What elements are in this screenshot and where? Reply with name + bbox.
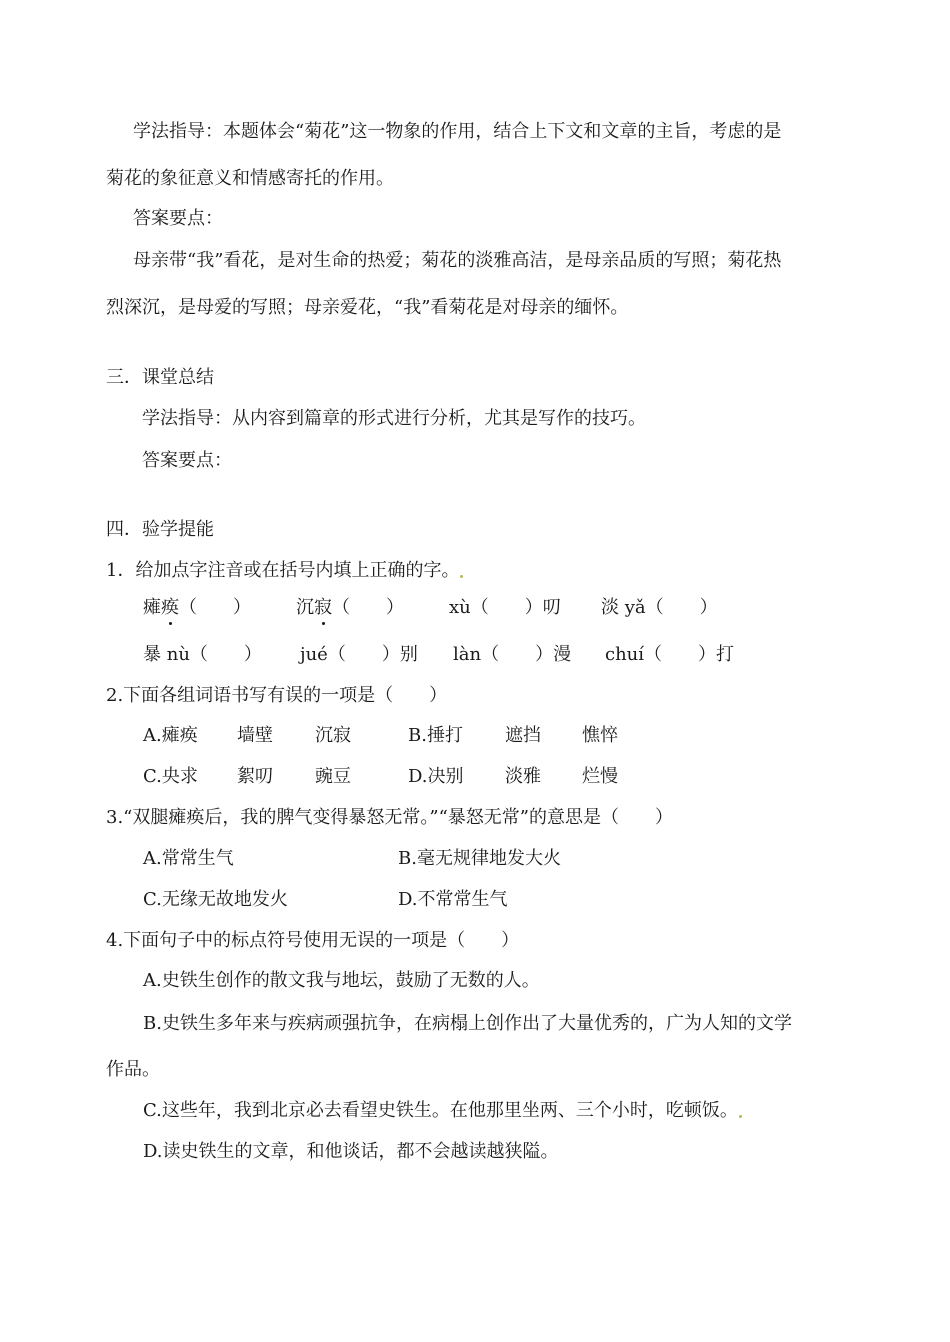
q2-word: 烂慢 [582, 766, 618, 787]
q1-row2 [0, 643, 950, 667]
answer-label: 答案要点： [133, 208, 223, 229]
q2-word: 遮挡 [505, 725, 541, 746]
q1-item-2: 沉寂（ ） [296, 597, 404, 618]
green-mark [460, 575, 463, 578]
q2-row1 [0, 724, 950, 748]
q2-option-d: D.决别 [408, 766, 464, 787]
q2-word: 豌豆 [315, 766, 351, 787]
answer-text-line2-main: 烈深沉，是母爱的写照；母亲爱花，“我”看菊花是对母亲的缅 [106, 297, 593, 318]
q2-option-b: B.捶打 [408, 725, 463, 746]
q1-item-6: jué（ ）别 [300, 644, 418, 665]
q1-item-5: 暴 nù（ ） [143, 644, 262, 665]
green-mark [739, 1115, 742, 1118]
q4-stem: 4.下面句子中的标点符号使用无误的一项是（ ） [106, 930, 520, 951]
q2-stem: 2.下面各组词语书写有误的一项是（ ） [106, 685, 448, 706]
q4-option-b-line2: 作品。 [106, 1059, 160, 1080]
q2-word: 墙壁 [237, 725, 273, 746]
q3-option-b: B.毫无规律地发大火 [398, 848, 561, 869]
q4-option-d: D.读史铁生的文章，和他谈话，都不会越读越狭隘。 [143, 1141, 559, 1162]
q1-item-1: 瘫痪（ ） [143, 597, 251, 618]
q1-stem-text: 1．给加点字注音或在括号内填上正确的字。 [106, 560, 460, 581]
q2-option-c: C.央求 [143, 766, 198, 787]
answer-text-line2 [106, 296, 628, 320]
q4-option-b-line1: B.史铁生多年来与疾病顽强抗争，在病榻上创作出了大量优秀的，广为人知的文学 [143, 1013, 792, 1034]
q1-item-3: xù（ ）叨 [449, 597, 561, 618]
q2-word: 淡雅 [505, 766, 541, 787]
guide-text-line1: 学法指导：本题体会“菊花”这一物象的作用，结合上下文和文章的主旨，考虑的是 [133, 121, 782, 142]
q1-stem [106, 559, 463, 583]
q2-word: 絮叨 [237, 766, 273, 787]
answer-text-line1: 母亲带“我”看花，是对生命的热爱；菊花的淡雅高洁，是母亲品质的写照；菊花热 [133, 250, 782, 271]
q1-item-4: 淡 yǎ（ ） [601, 597, 718, 618]
dotted-char: 痪 [161, 597, 179, 618]
section3-answer-label: 答案要点： [142, 450, 232, 471]
q3-row1 [0, 847, 950, 871]
section3-heading: 三．课堂总结 [106, 367, 214, 388]
q1-item-8: chuí（ ）打 [605, 644, 735, 665]
section4-heading: 四．验学提能 [106, 519, 214, 540]
q2-row2 [0, 765, 950, 789]
q3-option-c: C.无缘无故地发火 [143, 889, 288, 910]
q2-option-a: A.瘫痪 [143, 725, 198, 746]
guide-text-line2: 菊花的象征意义和情感寄托的作用。 [106, 168, 394, 189]
q3-stem: 3.“双腿瘫痪后，我的脾气变得暴怒无常。”“暴怒无常”的意思是（ ） [106, 807, 673, 828]
q4-option-c [143, 1099, 742, 1123]
q1-item-7: làn（ ）漫 [453, 644, 572, 665]
q3-option-a: A.常常生气 [143, 848, 234, 869]
q2-word: 憔悴 [582, 725, 618, 746]
answer-text-line2-end: 怀。 [592, 297, 629, 318]
q2-word: 沉寂 [315, 725, 351, 746]
q4-option-a: A.史铁生创作的散文我与地坛，鼓励了无数的人。 [143, 970, 540, 991]
q3-option-d: D.不常常生气 [398, 889, 508, 910]
q1-row1 [0, 596, 950, 620]
dotted-char: 寂 [314, 597, 332, 618]
section3-guide: 学法指导：从内容到篇章的形式进行分析，尤其是写作的技巧。 [142, 408, 646, 429]
q4-option-c-text: C.这些年，我到北京必去看望史铁生。在他那里坐两、三个小时，吃顿饭。 [143, 1100, 738, 1121]
q3-row2 [0, 888, 950, 912]
